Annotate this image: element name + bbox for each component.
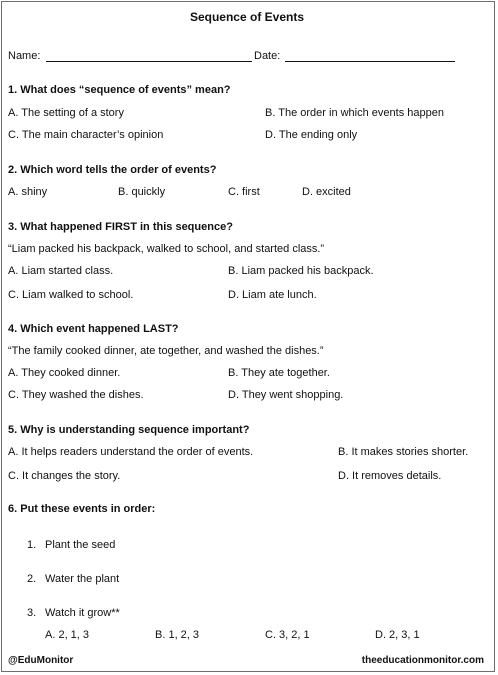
- footer-handle: @EduMonitor: [8, 655, 74, 666]
- q3-passage: “Liam packed his backpack, walked to school, and started class.”: [8, 243, 325, 255]
- q4-option-a[interactable]: A. They cooked dinner.: [8, 367, 121, 379]
- q2-option-c[interactable]: C. first: [228, 186, 260, 198]
- q4-option-b[interactable]: B. They ate together.: [228, 367, 330, 379]
- list-item-number: 3.: [27, 607, 37, 619]
- question-2: 2. Which word tells the order of events?: [8, 164, 217, 176]
- question-3: 3. What happened FIRST in this sequence?: [8, 221, 233, 233]
- list-item-number: 2.: [27, 573, 37, 585]
- q1-option-c[interactable]: C. The main character’s opinion: [8, 129, 164, 141]
- question-4: 4. Which event happened LAST?: [8, 323, 179, 335]
- date-label: Date:: [254, 50, 281, 62]
- page-border: [1, 1, 495, 672]
- q2-option-d[interactable]: D. excited: [302, 186, 351, 198]
- list-item-number: 1.: [27, 539, 37, 551]
- page-title: Sequence of Events: [189, 10, 305, 24]
- q6-option-a[interactable]: A. 2, 1, 3: [45, 629, 90, 641]
- q3-option-b[interactable]: B. Liam packed his backpack.: [228, 265, 374, 277]
- question-6: 6. Put these events in order:: [8, 503, 156, 515]
- name-field[interactable]: [46, 51, 252, 62]
- q5-option-d[interactable]: D. It removes details.: [338, 470, 442, 482]
- q4-option-d[interactable]: D. They went shopping.: [228, 389, 344, 401]
- q5-option-c[interactable]: C. It changes the story.: [8, 470, 121, 482]
- name-label: Name:: [8, 50, 41, 62]
- q3-option-d[interactable]: D. Liam ate lunch.: [228, 289, 317, 301]
- footer-website[interactable]: theeducationmonitor.com: [361, 655, 484, 666]
- q1-option-a[interactable]: A. The setting of a story: [8, 107, 124, 119]
- q4-option-c[interactable]: C. They washed the dishes.: [8, 389, 144, 401]
- list-item: Watch it grow**: [45, 607, 120, 619]
- q1-option-d[interactable]: D. The ending only: [265, 129, 358, 141]
- q2-option-a[interactable]: A. shiny: [8, 186, 48, 198]
- q6-option-b[interactable]: B. 1, 2, 3: [155, 629, 200, 641]
- question-1: 1. What does “sequence of events” mean?: [8, 84, 231, 96]
- q3-option-a[interactable]: A. Liam started class.: [8, 265, 114, 277]
- q4-passage: “The family cooked dinner, ate together, and washed the dishes.”: [8, 345, 324, 357]
- q6-option-d[interactable]: D. 2, 3, 1: [375, 629, 420, 641]
- q2-option-b[interactable]: B. quickly: [118, 186, 166, 198]
- q6-option-c[interactable]: C. 3, 2, 1: [265, 629, 310, 641]
- question-5: 5. Why is understanding sequence important?: [8, 424, 250, 436]
- date-field[interactable]: [285, 51, 455, 62]
- list-item: Water the plant: [45, 573, 120, 585]
- q3-option-c[interactable]: C. Liam walked to school.: [8, 289, 134, 301]
- q5-option-a[interactable]: A. It helps readers understand the order of events.: [8, 446, 254, 458]
- q1-option-b[interactable]: B. The order in which events happen: [265, 107, 444, 119]
- list-item: Plant the seed: [45, 539, 116, 551]
- q5-option-b[interactable]: B. It makes stories shorter.: [338, 446, 469, 458]
